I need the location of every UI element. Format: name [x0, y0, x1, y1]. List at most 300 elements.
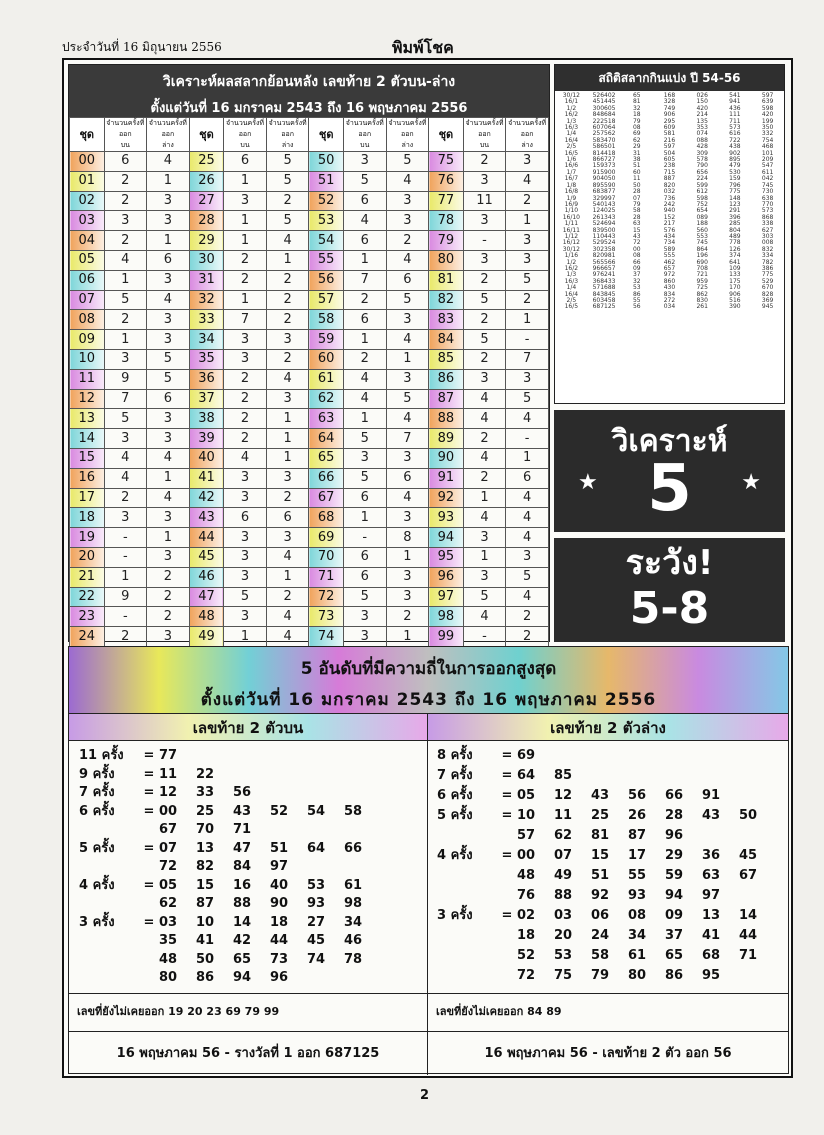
stats-cell: 670 [761, 284, 774, 292]
freq-number: 59 [665, 868, 684, 883]
count-cell: 5 [463, 587, 506, 607]
freq-row [437, 967, 776, 987]
freq-values [159, 895, 381, 914]
count-cell: 1 [224, 171, 267, 191]
stats-cell: 586501 [592, 143, 616, 151]
freq-values [517, 867, 776, 887]
set-cell: 12 [70, 389, 105, 409]
count-cell: 3 [224, 330, 267, 350]
stats-cell: 420 [761, 111, 774, 119]
freq-number: 25 [591, 808, 610, 823]
count-cell: 5 [343, 429, 386, 449]
freq-number: 37 [665, 928, 684, 943]
stats-cell: 216 [663, 136, 676, 144]
stats-cell: 504 [663, 149, 676, 157]
star-icon: ★ [741, 470, 761, 495]
set-cell: 18 [70, 508, 105, 528]
freq-number: 79 [591, 968, 610, 983]
stats-cell: 902 [729, 149, 741, 157]
set-cell: 36 [189, 369, 224, 389]
stats-cell: 159 [729, 175, 741, 183]
set-cell: 75 [429, 152, 464, 172]
stats-cell: 79 [632, 117, 641, 125]
count-cell: 2 [506, 607, 549, 627]
count-cell: 4 [506, 171, 549, 191]
freq-equals [497, 947, 517, 967]
set-cell: 31 [189, 270, 224, 290]
freq-values [159, 840, 381, 859]
freq-equals: = [143, 914, 155, 930]
freq-values [517, 927, 776, 947]
count-cell: 4 [266, 547, 309, 567]
count-caption: จำนวนครั้งที่ออก [148, 119, 187, 138]
set-cell: 93 [429, 508, 464, 528]
count-cell: 4 [104, 468, 147, 488]
table-row [70, 587, 549, 607]
count-cell: 5 [343, 468, 386, 488]
set-cell: 89 [429, 429, 464, 449]
freq-row [79, 840, 381, 859]
set-cell: 23 [70, 607, 105, 627]
warn-title: ระวัง! [625, 543, 714, 583]
count-cell: 1 [147, 468, 190, 488]
stats-cell: 150 [696, 98, 708, 106]
stats-cell: 124025 [592, 207, 616, 215]
stats-cell: 529 [761, 277, 774, 285]
count-cell: 2 [104, 231, 147, 251]
freq-values [517, 887, 739, 907]
count-cell: 2 [463, 468, 506, 488]
count-cell: 3 [147, 429, 190, 449]
freq-values [159, 969, 307, 988]
top-label: บน [360, 141, 370, 149]
set-cell: 17 [70, 488, 105, 508]
set-cell: 50 [309, 152, 344, 172]
count-cell: 1 [506, 310, 549, 330]
top5-title: 5 อันดับที่มีความถี่ในการออกสูงสุด [300, 659, 557, 679]
count-cell: 7 [386, 429, 429, 449]
freq-number: 48 [159, 951, 178, 967]
analysis-title: วิเคราะห์ผลสลากย้อนหลัง เลขท้าย 2 ตัวบน-ล่าง [162, 74, 456, 90]
stats-cell: 654 [696, 207, 708, 215]
freq-equals [139, 969, 159, 988]
freq-number: 07 [159, 840, 178, 856]
freq-number: 09 [665, 908, 684, 923]
freq-number: 00 [159, 803, 178, 819]
count-cell: 2 [224, 429, 267, 449]
stats-cell: 16/11 [562, 226, 580, 234]
freq-equals: = [501, 788, 513, 803]
freq-number: 12 [159, 785, 178, 800]
freq-number: 44 [270, 933, 289, 948]
stats-cell: 53 [632, 284, 641, 292]
count-cell: 3 [147, 508, 190, 528]
bottom-label: ล่าง [281, 141, 294, 149]
table-row [70, 231, 549, 251]
count-cell: 2 [104, 488, 147, 508]
freq-values [159, 858, 307, 877]
count-cell: 3 [386, 448, 429, 468]
set-cell: 56 [309, 270, 344, 290]
count-cell: 2 [506, 191, 549, 211]
stats-cell: 300605 [592, 104, 616, 112]
stats-cell: 1/6 [566, 156, 577, 164]
stats-cell: 37 [632, 271, 641, 279]
freq-row [79, 951, 381, 970]
freq-values [159, 784, 270, 803]
count-cell: 3 [463, 171, 506, 191]
set-cell: 05 [70, 250, 105, 270]
analyze-title: วิเคราะห์ [611, 424, 728, 459]
freq-number: 13 [196, 840, 215, 856]
count-caption: จำนวนครั้งที่ออก [508, 119, 547, 138]
count-cell: 3 [386, 567, 429, 587]
stats-cell: 430 [663, 284, 676, 292]
count-cell: 2 [104, 310, 147, 330]
count-cell: 2 [266, 587, 309, 607]
table-row [70, 211, 549, 231]
count-cell: 3 [343, 627, 386, 647]
count-cell: 6 [386, 468, 429, 488]
star-icon: ★ [578, 470, 598, 495]
count-cell: 2 [386, 607, 429, 627]
table-row [70, 547, 549, 567]
stats-cell: 578 [696, 156, 708, 164]
set-cell: 21 [70, 567, 105, 587]
table-row [70, 508, 549, 528]
freq-number: 11 [554, 808, 573, 823]
stats-cell: 261343 [592, 213, 616, 221]
freq-number: 15 [196, 877, 215, 893]
freq-row [437, 907, 776, 927]
freq-label [79, 858, 139, 877]
freq-number: 94 [233, 970, 252, 985]
table-row [70, 567, 549, 587]
stats-cell: 573 [729, 124, 741, 132]
left-not-yet: เลขที่ยังไม่เคยออก 19 20 23 69 79 99 [69, 993, 427, 1029]
set-cell: 45 [189, 547, 224, 567]
freq-number: 76 [517, 888, 536, 903]
freq-number: 87 [628, 828, 647, 843]
count-cell: 3 [147, 211, 190, 231]
count-cell: 2 [224, 369, 267, 389]
count-cell: 2 [104, 171, 147, 191]
freq-row [437, 947, 776, 967]
stats-cell: 627 [761, 226, 774, 234]
stats-cell: 708 [696, 264, 708, 272]
stats-cell: 60 [632, 168, 641, 176]
freq-number: 14 [233, 914, 252, 930]
count-cell: 6 [147, 389, 190, 409]
freq-number: 64 [307, 840, 326, 856]
count-cell: 3 [266, 389, 309, 409]
count-cell: 5 [463, 330, 506, 350]
set-cell: 14 [70, 429, 105, 449]
freq-number: 82 [196, 859, 215, 874]
freq-number: 64 [517, 768, 536, 783]
set-cell: 77 [429, 191, 464, 211]
freq-values [159, 821, 270, 840]
stats-cell: 711 [729, 117, 741, 125]
stats-cell: 581 [663, 130, 676, 138]
stats-cell: 042 [761, 175, 774, 183]
count-cell: 4 [386, 488, 429, 508]
freq-number: 22 [196, 766, 215, 782]
stats-cell: 209 [761, 156, 774, 164]
analysis-table [69, 117, 549, 647]
stats-cell: 07 [632, 194, 641, 202]
stats-cell: 862 [696, 290, 708, 298]
freq-number: 55 [628, 868, 647, 883]
count-cell: 1 [224, 627, 267, 647]
count-cell: 6 [343, 567, 386, 587]
top5-right-heading: เลขท้าย 2 ตัวล่าง [428, 713, 788, 741]
table-row [70, 270, 549, 290]
count-cell: 3 [463, 528, 506, 548]
table-row [70, 528, 549, 548]
freq-values [517, 907, 776, 927]
count-cell: 4 [506, 528, 549, 548]
table-row [70, 191, 549, 211]
freq-row [79, 895, 381, 914]
count-cell: 1 [343, 250, 386, 270]
table-row [70, 171, 549, 191]
count-cell: 1 [386, 349, 429, 369]
count-cell: 6 [386, 270, 429, 290]
stats-cell: 966657 [592, 264, 616, 272]
count-cell: 4 [147, 488, 190, 508]
stats-cell: 828 [761, 290, 774, 298]
stats-cell: 08 [632, 252, 641, 260]
count-cell: 5 [266, 211, 309, 231]
stats-cell: 110443 [592, 232, 616, 240]
set-cell: 25 [189, 152, 224, 172]
count-cell: 4 [463, 409, 506, 429]
count-cell: 3 [147, 627, 190, 647]
stats-cell: 390 [729, 303, 741, 311]
freq-label: 4 ครั้ง [79, 877, 115, 893]
set-cell: 46 [189, 567, 224, 587]
table-row [70, 389, 549, 409]
freq-number: 52 [270, 803, 289, 819]
freq-values [517, 807, 776, 827]
count-cell: 3 [506, 231, 549, 251]
count-cell: 2 [463, 270, 506, 290]
stats-cell: 941 [729, 98, 741, 106]
count-cell: 2 [266, 349, 309, 369]
count-cell: 4 [147, 290, 190, 310]
freq-equals: = [501, 848, 513, 863]
stats-cell: 605 [663, 156, 676, 164]
stats-cell: 754 [761, 136, 774, 144]
stats-cell: 11 [632, 175, 641, 183]
freq-values [517, 747, 554, 767]
stats-cell: 804 [729, 226, 741, 234]
count-cell: 1 [343, 508, 386, 528]
count-cell: - [104, 607, 147, 627]
stats-cell: 612 [696, 188, 708, 196]
freq-label: 3 ครั้ง [79, 914, 115, 930]
stats-cell: 1/12 [564, 232, 579, 240]
freq-label: 4 ครั้ง [437, 848, 473, 863]
stats-cell: 1/10 [564, 207, 579, 215]
freq-label [437, 927, 497, 947]
stats-cell: 196 [696, 252, 708, 260]
count-cell: 4 [386, 330, 429, 350]
stats-cell: 217 [663, 220, 676, 228]
freq-number: 51 [270, 840, 289, 856]
stats-cell: 43 [632, 232, 641, 240]
count-cell: 4 [104, 448, 147, 468]
stats-cell: 261 [696, 303, 708, 311]
freq-number: 10 [196, 914, 215, 930]
count-cell: 3 [386, 508, 429, 528]
freq-label [79, 821, 139, 840]
freq-number: 75 [554, 968, 573, 983]
count-cell: 1 [343, 330, 386, 350]
count-cell: 5 [463, 290, 506, 310]
set-cell: 81 [429, 270, 464, 290]
stats-cell: 734 [663, 239, 676, 247]
table-row [70, 310, 549, 330]
freq-equals: = [501, 808, 513, 823]
count-cell: 3 [224, 547, 267, 567]
freq-equals [139, 951, 159, 970]
stats-cell: 775 [729, 188, 741, 196]
set-cell: 67 [309, 488, 344, 508]
stats-cell: 15 [632, 226, 641, 234]
freq-number: 44 [739, 928, 758, 943]
count-cell: 4 [463, 389, 506, 409]
stats-cell: 175 [729, 277, 741, 285]
freq-number: 34 [344, 914, 363, 930]
set-cell: 13 [70, 409, 105, 429]
stats-cell: 133 [729, 271, 741, 279]
count-cell: 3 [104, 508, 147, 528]
count-cell: 3 [224, 191, 267, 211]
count-cell: 4 [343, 211, 386, 231]
set-cell: 10 [70, 349, 105, 369]
freq-values [159, 803, 381, 822]
set-cell: 90 [429, 448, 464, 468]
stats-cell: 603458 [592, 297, 616, 304]
stats-cell: 81 [632, 98, 641, 106]
top5-header [69, 647, 788, 713]
table-row [70, 330, 549, 350]
count-cell: 4 [463, 448, 506, 468]
stats-cell: 516 [729, 297, 741, 304]
stats-cell: 034 [663, 303, 676, 311]
header-row [70, 118, 549, 152]
freq-number: 46 [344, 933, 363, 948]
freq-row [437, 827, 776, 847]
freq-equals: = [143, 766, 155, 782]
set-cell: 51 [309, 171, 344, 191]
table-row [70, 152, 549, 172]
freq-number: 69 [517, 748, 536, 763]
set-cell: 74 [309, 627, 344, 647]
stats-cell: 16/4 [564, 290, 579, 298]
set-cell: 20 [70, 547, 105, 567]
freq-number: 66 [344, 840, 363, 856]
stats-cell: 69 [632, 130, 641, 138]
count-caption: จำนวนครั้งที่ออก [268, 119, 307, 138]
stats-cell: 571688 [592, 284, 616, 292]
table-row [70, 448, 549, 468]
bottom-label: ล่าง [401, 141, 414, 149]
stats-cell: 338 [761, 220, 774, 228]
set-cell: 04 [70, 231, 105, 251]
count-cell: 3 [463, 250, 506, 270]
count-cell: 4 [463, 607, 506, 627]
set-cell: 41 [189, 468, 224, 488]
freq-label: 6 ครั้ง [437, 788, 473, 803]
count-cell: 4 [386, 409, 429, 429]
freq-number: 24 [591, 928, 610, 943]
freq-number: 36 [702, 848, 721, 863]
set-cell: 39 [189, 429, 224, 449]
set-cell: 37 [189, 389, 224, 409]
freq-label: 8 ครั้ง [437, 748, 473, 763]
freq-row [79, 932, 381, 951]
stats-cell: 79 [632, 200, 641, 208]
count-cell: 4 [266, 369, 309, 389]
stats-cell: 820 [663, 181, 676, 189]
stats-cell: 721 [696, 271, 708, 279]
count-cell: 2 [463, 349, 506, 369]
stats-cell: 214 [696, 111, 708, 119]
page-number: 2 [420, 1088, 430, 1103]
freq-equals [139, 858, 159, 877]
count-cell: 5 [343, 171, 386, 191]
freq-number: 43 [702, 808, 721, 823]
stats-cell: 350 [761, 124, 774, 132]
stats-cell: 553 [696, 232, 708, 240]
freq-row [437, 867, 776, 887]
count-caption: จำนวนครั้งที่ออก [388, 119, 427, 138]
count-caption: จำนวนครั้งที่ออก [465, 119, 504, 138]
freq-row [437, 747, 776, 767]
stats-cell: 597 [663, 143, 676, 151]
page-topline [62, 36, 792, 58]
stats-cell: 529524 [592, 239, 616, 247]
table-row [70, 607, 549, 627]
freq-row [79, 766, 381, 785]
stats-cell: 28 [632, 188, 641, 196]
count-cell: 3 [506, 547, 549, 567]
count-cell: 2 [147, 607, 190, 627]
count-cell: 3 [386, 191, 429, 211]
stats-cell: 353 [696, 124, 708, 132]
count-cell: 3 [266, 330, 309, 350]
stats-table [555, 93, 784, 311]
count-cell: 1 [104, 330, 147, 350]
set-cell: 85 [429, 349, 464, 369]
freq-equals: = [501, 908, 513, 923]
count-cell: 1 [104, 270, 147, 290]
stats-row [555, 304, 784, 310]
freq-equals: = [501, 748, 513, 763]
set-cell: 72 [309, 587, 344, 607]
freq-number: 43 [233, 803, 252, 819]
stats-cell: 159373 [592, 162, 616, 170]
freq-number: 71 [739, 948, 758, 963]
count-cell: 2 [463, 310, 506, 330]
count-cell: 3 [224, 468, 267, 488]
count-cell: 1 [266, 567, 309, 587]
set-cell: 48 [189, 607, 224, 627]
stats-cell: 374 [729, 252, 741, 260]
